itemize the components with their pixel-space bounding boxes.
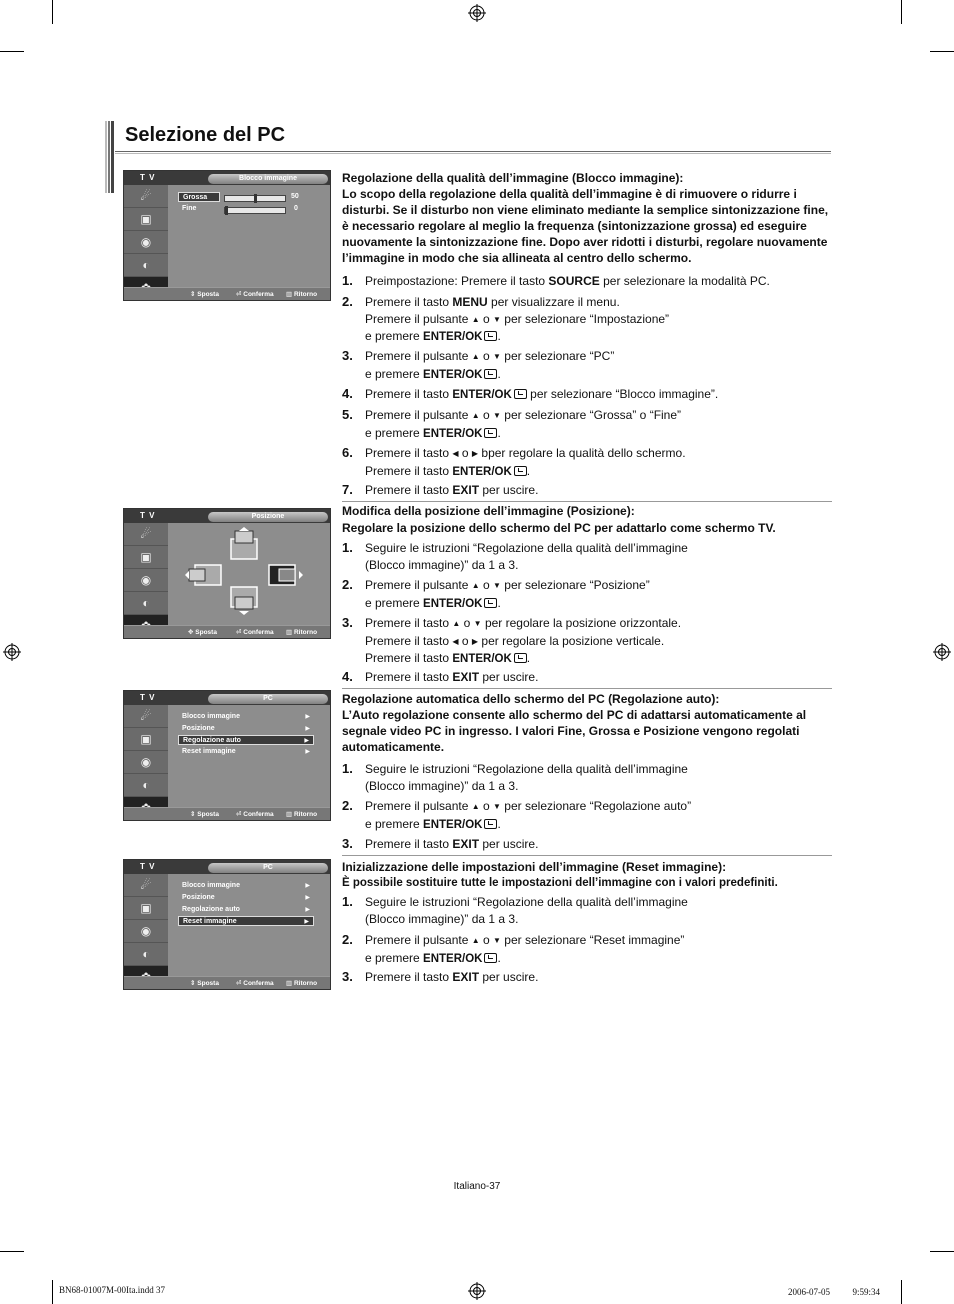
- down-arrow-icon: ▼: [493, 802, 501, 811]
- value-grossa: 50: [291, 193, 299, 200]
- nav-back: ▥ Ritorno: [286, 629, 318, 636]
- nav-move: ✥ Sposta: [188, 629, 217, 636]
- osd-pc-reset-immagine: [123, 859, 331, 990]
- section-intro: È possibile sostituire tutte le impostazioni dell’immagine con i valori predefiniti.: [342, 877, 778, 889]
- up-arrow-icon: ▲: [471, 411, 480, 420]
- menu-item-fine: Fine: [182, 205, 197, 212]
- up-arrow-icon: ▲: [471, 802, 480, 811]
- antenna-icon: ☄: [124, 705, 168, 728]
- channel-icon: ◐: [124, 254, 168, 277]
- osd-pc-regolazione-auto: [123, 690, 331, 821]
- menu-item: Regolazione auto ▶: [182, 906, 310, 913]
- nav-move: ⇕ Sposta: [190, 980, 219, 987]
- position-arrows-icon: [179, 527, 319, 619]
- menu-item: Blocco immagine ▶: [182, 713, 310, 720]
- picture-icon: ▣: [124, 208, 168, 231]
- section-intro: L’Auto regolazione consente allo schermo del PC di adattarsi automaticamente al segnale video PC in ingresso. I valori Fine, Grossa e Posizione vengono regolati automaticamente.: [342, 708, 807, 754]
- channel-icon: ◐: [124, 943, 168, 966]
- down-arrow-icon: ▼: [493, 411, 501, 420]
- nav-confirm: ⏎ Conferma: [236, 629, 274, 636]
- crop-mark: [901, 0, 902, 24]
- sound-icon: ◉: [124, 231, 168, 254]
- crop-mark: [930, 51, 954, 52]
- osd-posizione: [123, 508, 331, 639]
- up-arrow-icon: ▲: [471, 314, 480, 324]
- nav-back: ▥ Ritorno: [286, 811, 318, 818]
- section-heading: Regolazione della qualità dell’immagine (Blocco immagine):: [342, 171, 684, 185]
- section-heading: Regolazione automatica dello schermo del PC (Regolazione auto):: [342, 692, 720, 706]
- osd-tab: PC: [208, 694, 328, 704]
- registration-mark-icon: [468, 4, 486, 22]
- page-title: Selezione del PC: [125, 124, 286, 146]
- value-fine: 0: [294, 205, 298, 212]
- crop-mark: [52, 0, 53, 24]
- title-bar: [105, 121, 831, 157]
- osd-blocco-immagine: [123, 170, 331, 301]
- channel-icon: ◐: [124, 774, 168, 797]
- crop-mark: [930, 1251, 954, 1252]
- menu-item-grossa: Grossa: [178, 192, 220, 202]
- slider-knob: [254, 194, 257, 203]
- crop-mark: [52, 1280, 53, 1304]
- down-arrow-icon: ▼: [493, 936, 501, 945]
- up-arrow-icon: ▲: [471, 581, 480, 590]
- down-arrow-icon: ▼: [493, 581, 501, 590]
- nav-back: ▥ Ritorno: [286, 980, 318, 987]
- picture-icon: ▣: [124, 897, 168, 920]
- slider-knob: [225, 206, 228, 215]
- menu-item: Reset immagine ▶: [182, 748, 310, 755]
- title-decoration: [105, 121, 115, 193]
- enter-icon: [484, 331, 497, 341]
- channel-icon: ◐: [124, 592, 168, 615]
- nav-confirm: ⏎ Conferma: [236, 811, 274, 818]
- right-arrow-icon: ▶: [471, 636, 479, 646]
- imprint-date: 2006-07-05 9:59:34: [788, 1287, 880, 1297]
- nav-confirm: ⏎ Conferma: [236, 980, 274, 987]
- registration-mark-icon: [933, 643, 951, 661]
- picture-icon: ▣: [124, 546, 168, 569]
- enter-icon: [484, 369, 497, 379]
- menu-item-selected: Reset immagine ▶: [178, 916, 314, 926]
- down-arrow-icon: ▼: [493, 314, 501, 324]
- slider-grossa: [224, 195, 286, 202]
- antenna-icon: ☄: [124, 185, 168, 208]
- enter-icon: [484, 428, 497, 438]
- section-heading: Modifica della posizione dell’immagine (Posizione):: [342, 504, 635, 518]
- osd-tv-label: T V: [140, 511, 156, 520]
- section-heading: Inizializzazione delle impostazioni dell’immagine (Reset immagine):: [342, 860, 727, 874]
- osd-tab: Posizione: [208, 512, 328, 522]
- sound-icon: ◉: [124, 751, 168, 774]
- left-arrow-icon: ◀: [452, 449, 459, 458]
- down-arrow-icon: ▼: [473, 619, 482, 628]
- osd-tab: PC: [208, 863, 328, 873]
- nav-move: ⇕ Sposta: [190, 291, 219, 298]
- enter-icon: [484, 953, 497, 963]
- osd-tv-label: T V: [140, 693, 156, 702]
- menu-item-selected: Regolazione auto ▶: [178, 735, 314, 745]
- picture-icon: ▣: [124, 728, 168, 751]
- enter-icon: [484, 598, 497, 608]
- nav-move: ⇕ Sposta: [190, 811, 219, 818]
- enter-icon: [514, 389, 527, 399]
- menu-item: Posizione ▶: [182, 894, 310, 901]
- osd-tab: Blocco immagine: [208, 174, 328, 184]
- section-intro: Regolare la posizione dello schermo del PC per adattarlo come schermo TV.: [342, 521, 776, 535]
- up-arrow-icon: ▲: [471, 936, 480, 945]
- menu-item: Blocco immagine ▶: [182, 882, 310, 889]
- crop-mark: [0, 1251, 24, 1252]
- up-arrow-icon: ▲: [452, 619, 461, 628]
- slider-fine: [224, 207, 286, 214]
- enter-icon: [484, 819, 497, 829]
- up-arrow-icon: ▲: [471, 352, 480, 361]
- registration-mark-icon: [3, 643, 21, 661]
- crop-mark: [901, 1280, 902, 1304]
- crop-mark: [0, 51, 24, 52]
- nav-confirm: ⏎ Conferma: [236, 291, 274, 298]
- imprint-file: BN68-01007M-00Ita.indd 37: [59, 1285, 165, 1295]
- sound-icon: ◉: [124, 920, 168, 943]
- page-number: Italiano-37: [453, 1181, 501, 1192]
- right-arrow-icon: ▶: [471, 449, 479, 458]
- menu-item: Posizione ▶: [182, 725, 310, 732]
- enter-icon: [514, 653, 527, 663]
- osd-tv-label: T V: [140, 173, 156, 182]
- osd-tv-label: T V: [140, 862, 156, 871]
- section-intro: Lo scopo della regolazione della qualità dell’immagine è di rimuovere o ridurre i disturbi. Se il disturbo non viene eliminato mediante la semplice sintonizzazione fine, è necessario regolare al meglio la frequenza (sintonizzazione grossa) ed eseguire nuovamente la sintonizzazione fine. Dopo aver ridotti i disturbi, regolare nuovamente l’immagine in modo che sia allineata al centro dello schermo.: [342, 187, 829, 265]
- left-arrow-icon: ◀: [452, 636, 459, 646]
- down-arrow-icon: ▼: [493, 352, 501, 361]
- nav-back: ▥ Ritorno: [286, 291, 318, 298]
- sound-icon: ◉: [124, 569, 168, 592]
- antenna-icon: ☄: [124, 874, 168, 897]
- enter-icon: [514, 466, 527, 476]
- antenna-icon: ☄: [124, 523, 168, 546]
- registration-mark-icon: [468, 1282, 486, 1300]
